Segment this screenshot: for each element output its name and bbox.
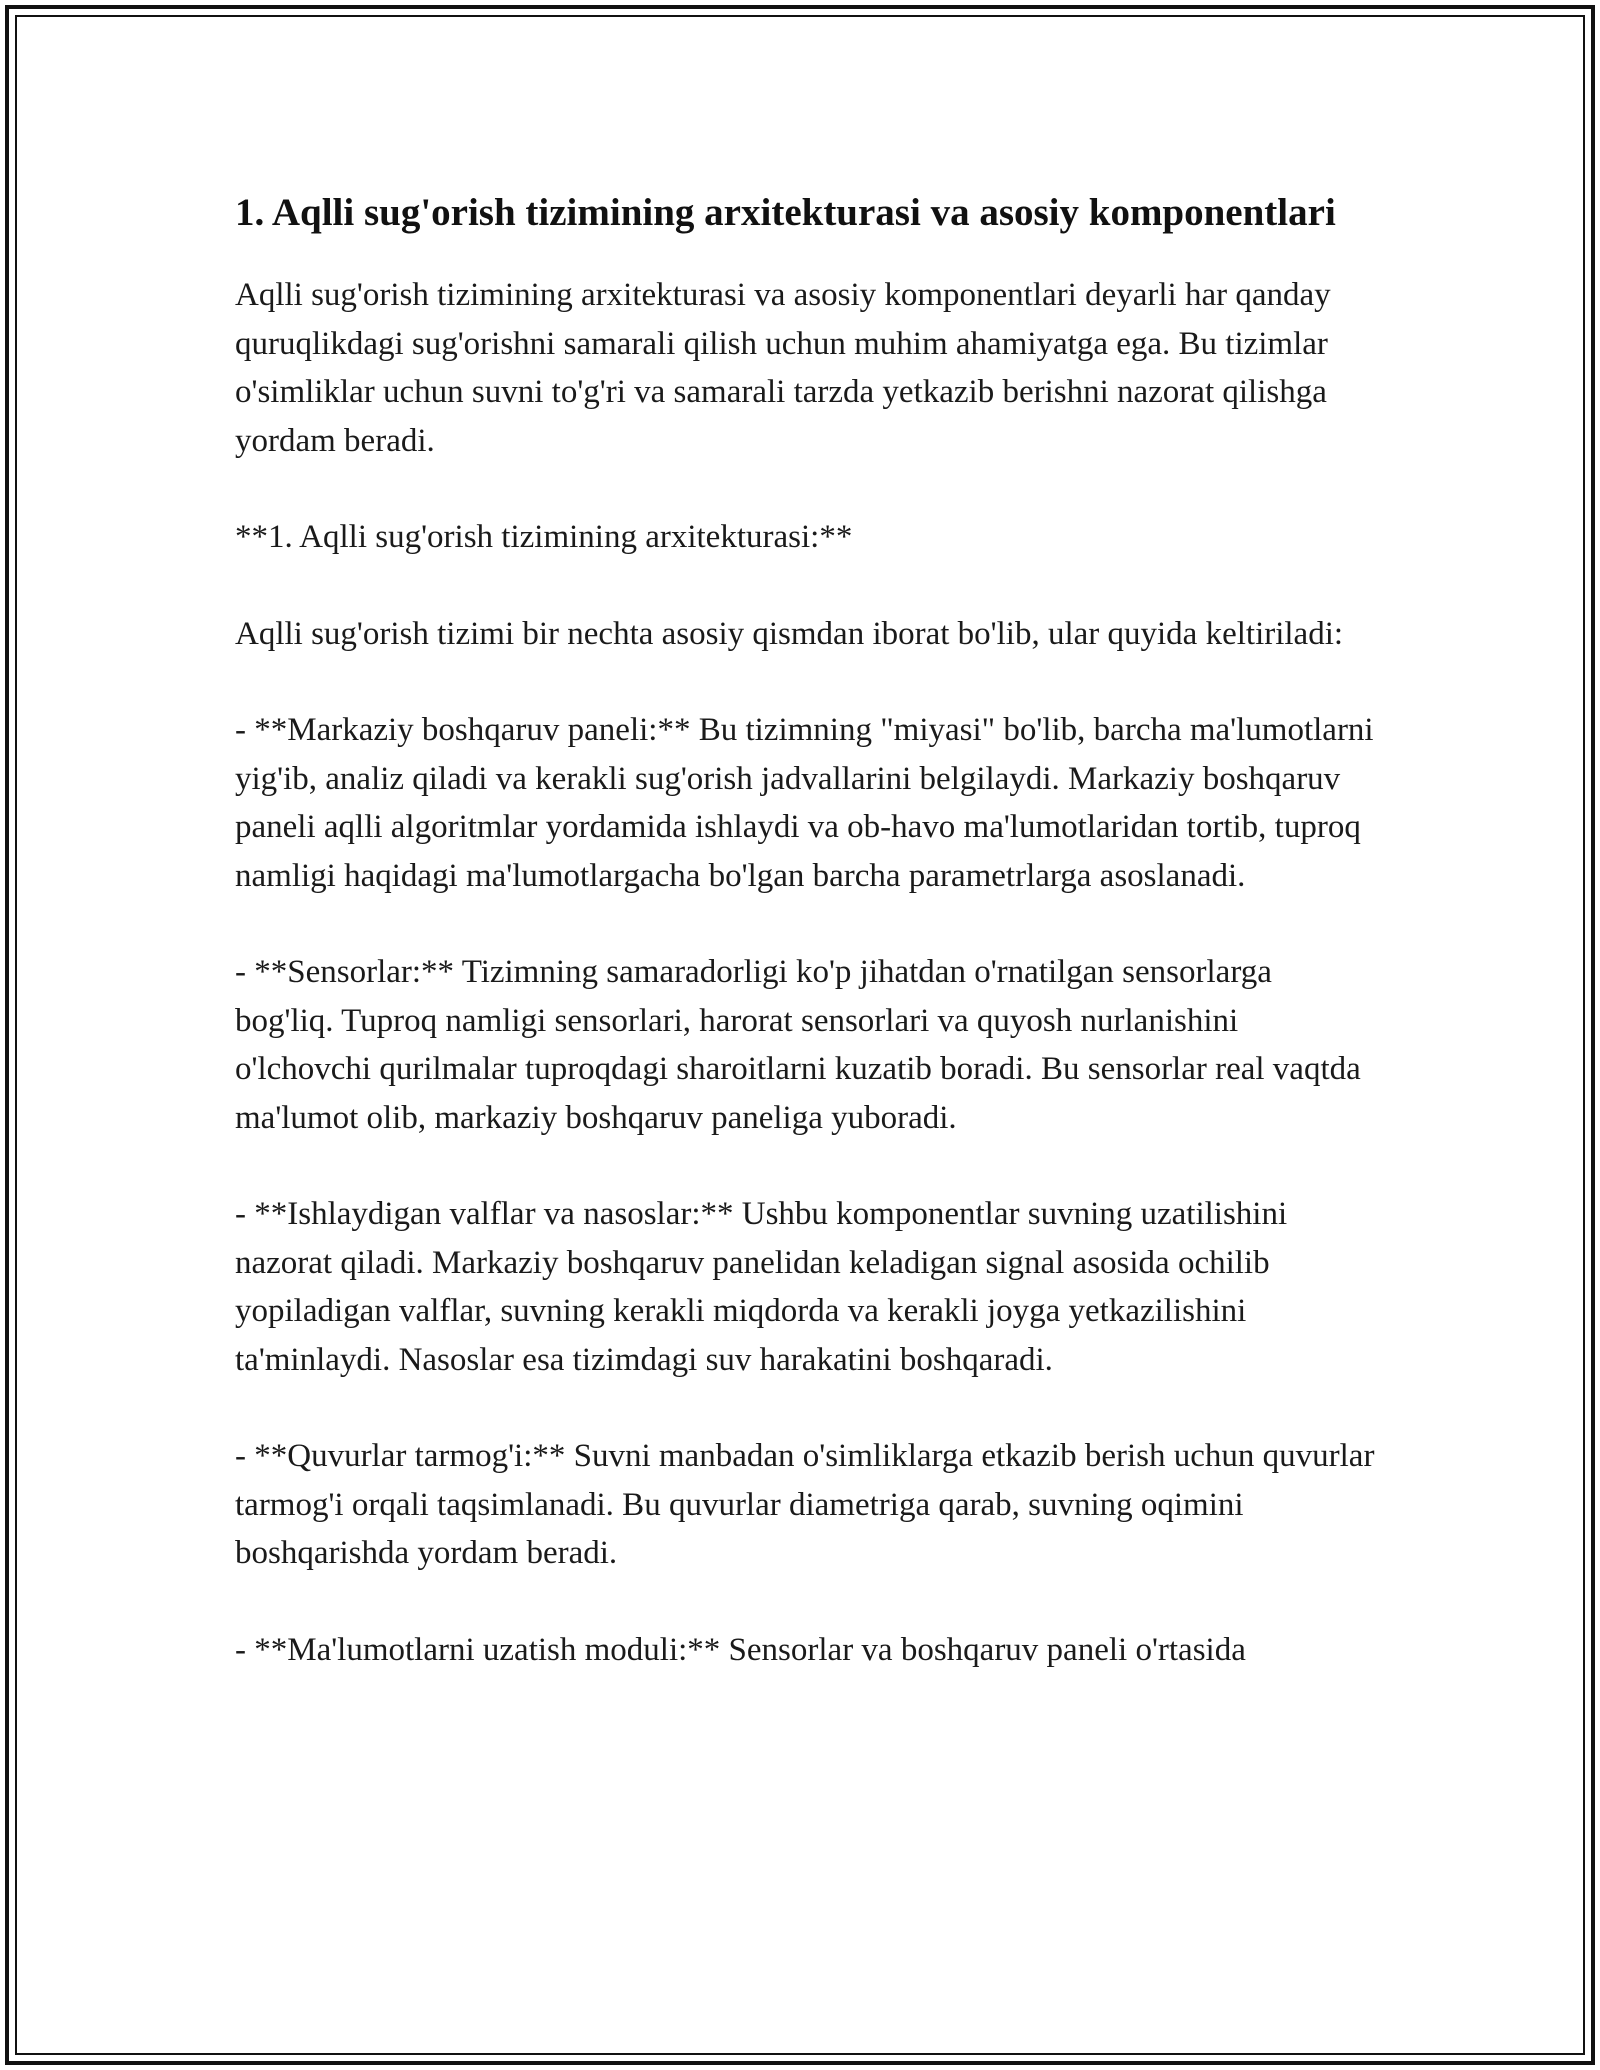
list-item-valves-pumps: - **Ishlaydigan valflar va nasoslar:** Ushbu komponentlar suvning uzatilishini nazorat qiladi. Markaziy boshqaruv panelidan keladigan signal asosida ochilib yopiladigan valflar, suvning kerakli miqdorda va kerakli joyga yetkazilishini ta'minlaydi. Nasoslar esa tizimdagi suv harakatini boshqaradi. xyxy=(235,1196,1288,1378)
document-body xyxy=(235,185,1375,1722)
list-item-pipe-network: - **Quvurlar tarmog'i:** Suvni manbadan o'simliklarga etkazib berish uchun quvurlar tarmog'i orqali taqsimlanadi. Bu quvurlar diametriga qarab, suvning oqimini boshqarishda yordam beradi. xyxy=(235,1438,1375,1571)
list-item-sensors: - **Sensorlar:** Tizimning samaradorligi ko'p jihatdan o'rnatilgan sensorlarga bog'liq. Tuproq namligi sensorlari, harorat sensorlari va quyosh nurlanishini o'lchovchi qurilmalar tuproqdagi sharoitlarni kuzatib boradi. Bu sensorlar real vaqtda ma'lumot olib, markaziy boshqaruv paneliga yuboradi. xyxy=(235,954,1361,1136)
section-heading: **1. Aqlli sug'orish tizimining arxitekturasi:** xyxy=(235,519,853,555)
paragraph: Aqlli sug'orish tizimi bir nechta asosiy qismdan iborat bo'lib, ular quyida keltiriladi: xyxy=(235,615,1344,652)
list-item-control-panel: - **Markaziy boshqaruv paneli:** Bu tizimning "miyasi" bo'lib, barcha ma'lumotlarni yig'ib, analiz qiladi va kerakli sug'orish jadvallarini belgilaydi. Markaziy boshqaruv paneli aqlli algoritmlar yordamida ishlaydi va ob-havo ma'lumotlaridan tortib, tuproq namligi haqidagi ma'lumotlargacha bo'lgan barcha parametrlarga asoslanadi. xyxy=(235,712,1374,894)
list-item-data-module: - **Ma'lumotlarni uzatish moduli:** Sensorlar va boshqaruv paneli o'rtasida xyxy=(235,1631,1246,1668)
document-title: 1. Aqlli sug'orish tizimining arxitekturasi va asosiy komponentlari xyxy=(235,191,1336,234)
intro-paragraph: Aqlli sug'orish tizimining arxitekturasi va asosiy komponentlari deyarli har qanday quruqlikdagi sug'orishni samarali qilish uchun muhim ahamiyatga ega. Bu tizimlar o'simliklar uchun suvni to'g'ri va samarali tarzda yetkazib berishni nazorat qilishga yordam beradi. xyxy=(235,277,1331,459)
